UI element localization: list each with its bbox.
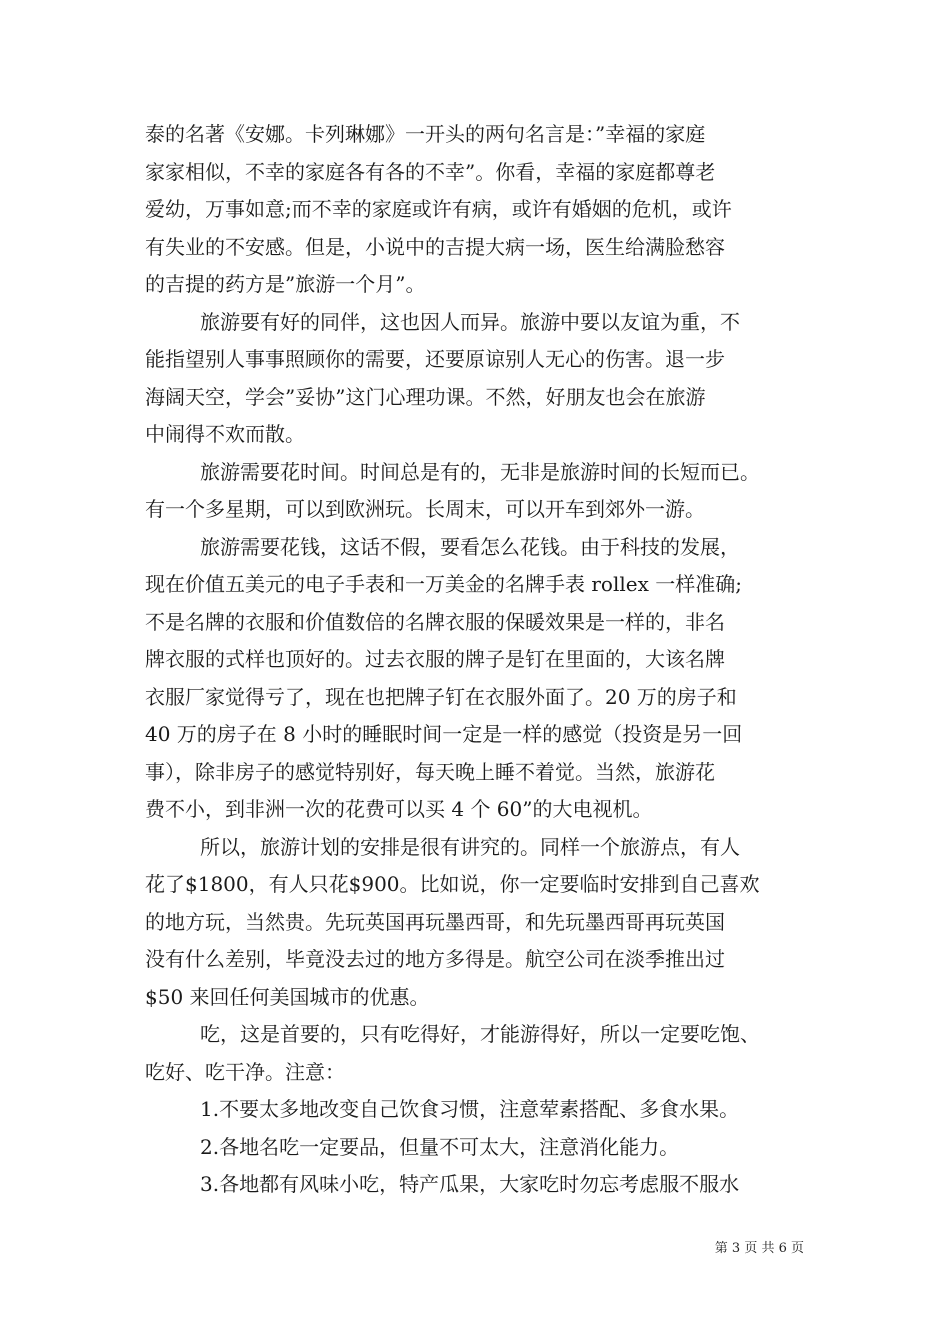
text-line: 有一个多星期，可以到欧洲玩。长周末，可以开车到郊外一游。 <box>145 497 705 521</box>
text-line: 事），除非房子的感觉特别好，每天晚上睡不着觉。当然，旅游花 <box>145 759 715 784</box>
text-line: 爱幼，万事如意;而不幸的家庭或许有病，或许有婚姻的危机，或许 <box>145 197 732 221</box>
text-line: 现在价值五美元的电子手表和一万美金的名牌手表 rollex 一样准确; <box>145 572 742 596</box>
text-line: 费不小，到非洲一次的花费可以买 4 个 60”的大电视机。 <box>145 797 653 821</box>
text-line: $50 来回任何美国城市的优惠。 <box>145 984 430 1009</box>
text-line: 不是名牌的衣服和价值数倍的名牌衣服的保暖效果是一样的，非名 <box>145 609 725 634</box>
document-body <box>145 116 810 1204</box>
text-line: 牌衣服的式样也顶好的。过去衣服的牌子是钉在里面的，大该名牌 <box>145 647 725 671</box>
text-line: 没有什么差别，毕竟没去过的地方多得是。航空公司在淡季推出过 <box>145 947 725 971</box>
text-line: 旅游要有好的同伴，这也因人而异。旅游中要以友谊为重，不 <box>200 309 740 334</box>
text-line: 吃，这是首要的，只有吃得好，才能游得好，所以一定要吃饱、 <box>200 1022 760 1046</box>
text-line: 吃好、吃干净。注意： <box>145 1059 345 1084</box>
text-line: 泰的名著《安娜。卡列琳娜》一开头的两句名言是：”幸福的家庭 <box>145 122 706 146</box>
text-line: 旅游需要花钱，这话不假，要看怎么花钱。由于科技的发展， <box>200 534 740 559</box>
text-line: 的吉提的药方是”旅游一个月”。 <box>145 272 426 296</box>
text-line: 衣服厂家觉得亏了，现在也把牌子钉在衣服外面了。20 万的房子和 <box>145 684 737 709</box>
list-item: 2.各地名吃一定要品，但量不可太大，注意消化能力。 <box>200 1134 680 1159</box>
text-line: 的地方玩，当然贵。先玩英国再玩墨西哥，和先玩墨西哥再玩英国 <box>145 909 725 934</box>
text-line: 中闹得不欢而散。 <box>145 422 305 446</box>
page-number: 第 3 页 共 6 页 <box>714 1241 804 1256</box>
text-line: 40 万的房子在 8 小时的睡眠时间一定是一样的感觉（投资是另一回 <box>145 722 743 746</box>
list-item: 1.不要太多地改变自己饮食习惯，注意荤素搭配、多食水果。 <box>200 1097 740 1121</box>
text-line: 能指望别人事事照顾你的需要，还要原谅别人无心的伤害。退一步 <box>145 347 725 371</box>
text-line: 家家相似，不幸的家庭各有各的不幸”。你看，幸福的家庭都尊老 <box>145 159 716 184</box>
text-line: 所以，旅游计划的安排是很有讲究的。同样一个旅游点，有人 <box>200 834 740 859</box>
text-line: 海阔天空，学会”妥协”这门心理功课。不然，好朋友也会在旅游 <box>145 384 706 409</box>
list-item: 3.各地都有风味小吃，特产瓜果，大家吃时勿忘考虑服不服水 <box>200 1172 740 1196</box>
text-line: 花了$1800，有人只花$900。比如说，你一定要临时安排到自己喜欢 <box>145 872 760 896</box>
text-line: 有失业的不安感。但是，小说中的吉提大病一场，医生给满脸愁容 <box>145 234 725 259</box>
text-line: 旅游需要花时间。时间总是有的，无非是旅游时间的长短而已。 <box>200 459 760 484</box>
